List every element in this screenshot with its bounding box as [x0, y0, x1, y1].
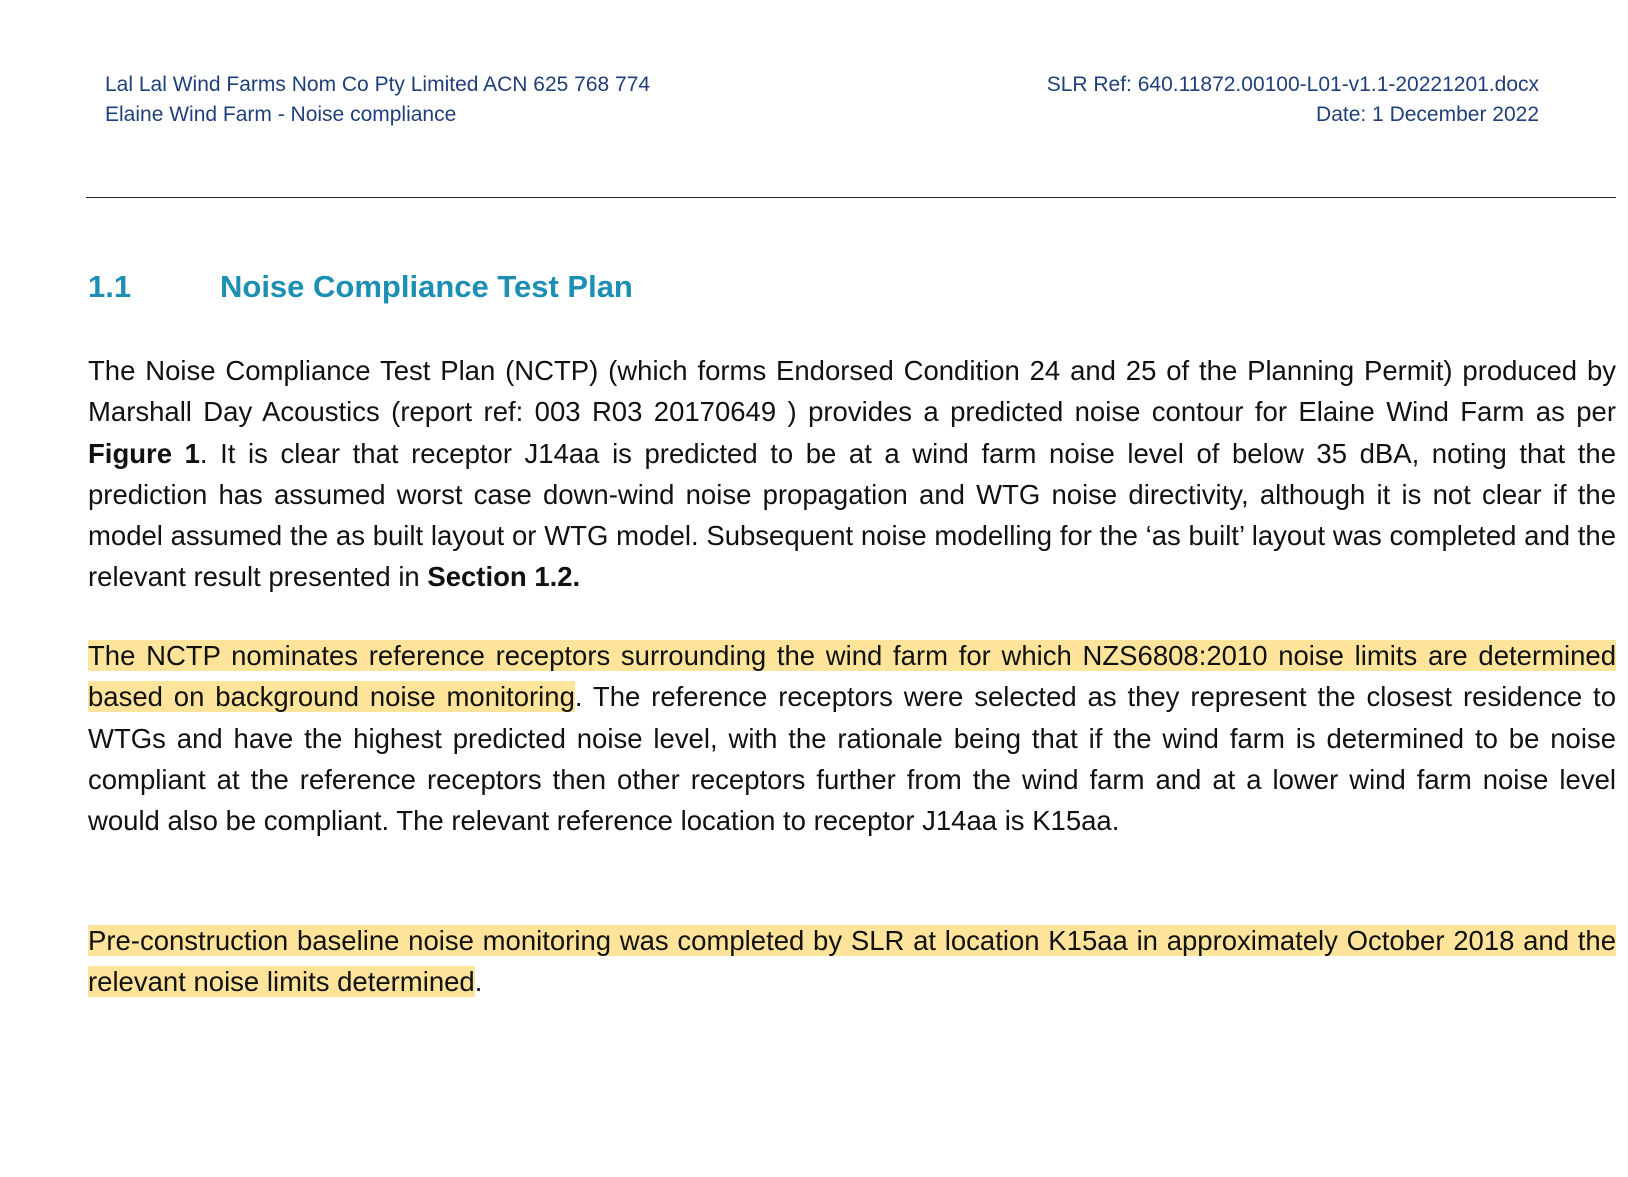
header-date: Date: 1 December 2022: [1316, 103, 1539, 126]
section-heading: [88, 267, 633, 307]
paragraph-text: . It is clear that receptor J14aa is predicted to be at a wind farm noise level of below 35 dBA, noting that the prediction has assumed worst case down-wind noise propagation and WTG noise directivity, although it is not clear if the model assumed the as built layout or WTG model. Subsequent noise modelling for the ‘as built’ layout was completed and the relevant result presented in: [88, 437, 1616, 593]
header-left: [105, 70, 650, 130]
figure-reference: Figure 1: [88, 437, 200, 469]
paragraph-nctp-overview: [88, 350, 1616, 598]
header-reference: SLR Ref: 640.11872.00100-L01-v1.1-20221201.docx: [1046, 73, 1539, 96]
highlighted-text: Pre-construction baseline noise monitoring was completed by SLR at location K15aa in approximately October 2018 and the relevant noise limits determined: [88, 925, 1616, 998]
paragraph-baseline-monitoring: [88, 920, 1616, 1003]
section-number: 1.1: [88, 269, 132, 304]
header-project: Elaine Wind Farm - Noise compliance: [105, 103, 457, 126]
paragraph-text: .: [474, 966, 483, 998]
paragraph-text: The Noise Compliance Test Plan (NCTP) (which forms Endorsed Condition 24 and 25 of the Planning Permit) produced by Marshall Day Acoustics (report ref: 003 R03 20170649 ) provides a predicted noise contour for Elaine Wind Farm as per: [88, 355, 1616, 428]
highlighted-text: The NCTP nominates reference receptors surrounding the wind farm for which NZS6808:2010 noise limits are determined based on background noise monitoring: [88, 640, 1616, 713]
section-reference: Section 1.2.: [427, 561, 581, 593]
header-company: Lal Lal Wind Farms Nom Co Pty Limited ACN 625 768 774: [105, 73, 651, 96]
paragraph-text: . The reference receptors were selected as they represent the closest residence to WTGs and have the highest predicted noise level, with the rationale being that if the wind farm is determined to be noise compliant at the reference receptors then other receptors further from the wind farm and at a lower wind farm noise level would also be compliant. The relevant reference location to receptor J14aa is K15aa.: [88, 681, 1616, 837]
header-divider: [86, 197, 1616, 198]
paragraph-reference-receptors: [88, 635, 1616, 841]
header-right: [1047, 70, 1539, 130]
section-title: Noise Compliance Test Plan: [220, 269, 633, 304]
